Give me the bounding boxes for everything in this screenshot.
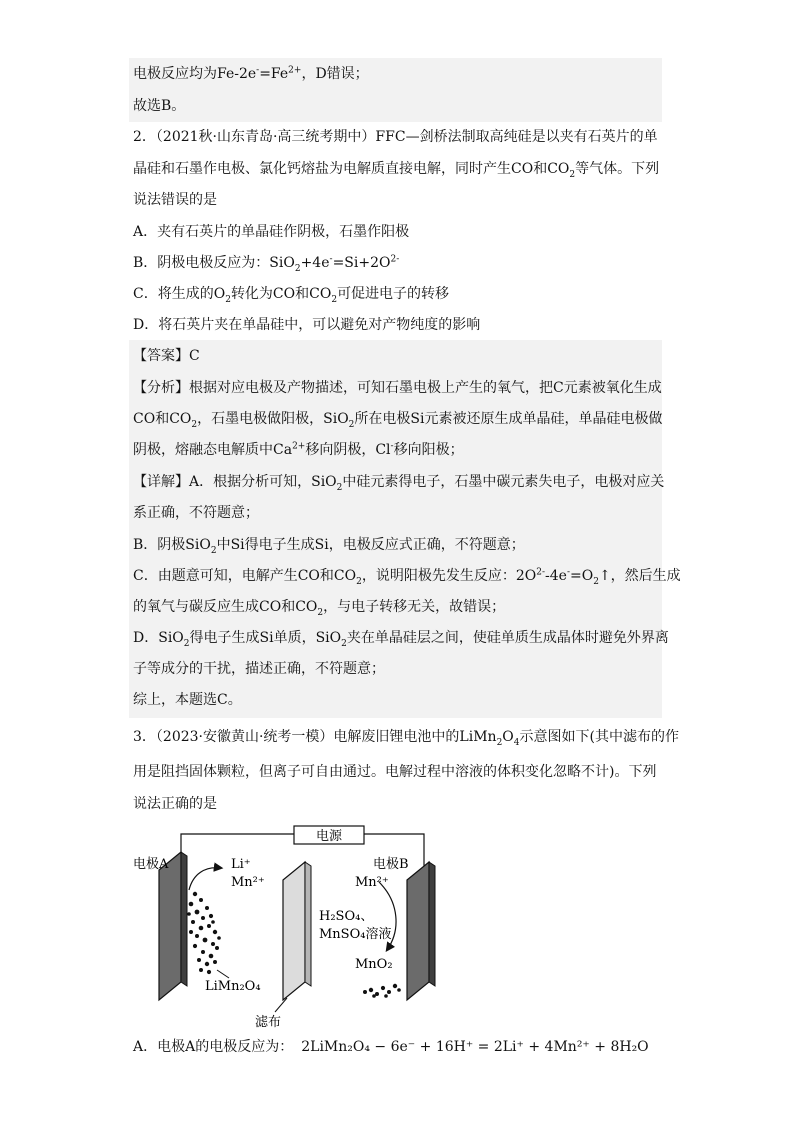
- q2-analysis-1: 【分析】根据对应电极及产物描述，可知石墨电极上产生的氧气，把C元素被氧化生成: [133, 380, 662, 396]
- electrode-b-label: 电极B: [373, 857, 409, 872]
- q2-detail-2: 系正确，不符题意；: [133, 505, 259, 521]
- q2-analysis-2: CO和$CO_2$，石墨电极做阳极，SiO$_2$所在电极Si元素被还原生成单晶硅，单晶硅电极做: [133, 411, 663, 430]
- q2-option-b: B．阴极电极反应为：$SiO_2+4e^-=Si+2O^{2-}$: [133, 254, 400, 274]
- q2-option-c: C．将生成的$O_2$转化为CO和$CO_2$可促进电子的转移: [133, 286, 450, 305]
- mno2-label: MnO₂: [355, 957, 393, 972]
- mn-ion-right-label: Mn²⁺: [355, 875, 389, 890]
- solution-label-2: MnSO₄溶液: [319, 927, 392, 942]
- q2-detail-4: C．由题意可知，电解产生CO和$CO_2$，说明阳极先发生反应：$2O^{2-}-4e^-=O_2↑$，然后生成: [133, 567, 681, 587]
- q2-summary: 综上，本题选C。: [133, 692, 242, 708]
- filter-leader: [275, 998, 287, 1012]
- q2-analysis-3: 阴极，熔融态电解质中$Ca^{2+}$移向阴极，Cl-移向阳极；: [133, 441, 464, 458]
- li-ion-label: Li⁺: [231, 857, 251, 872]
- q2-detail-1: 【详解】A．根据分析可知，SiO$_2$中硅元素得电子，石墨中碳元素失电子，电极对应关: [133, 474, 665, 493]
- limn2o4-label: LiMn₂O₄: [205, 979, 261, 994]
- electrode-b-side: [429, 862, 435, 986]
- q1-conclusion: 故选B。: [133, 98, 186, 114]
- filter-cloth-face: [283, 862, 305, 1000]
- power-label: 电源: [315, 829, 343, 844]
- electrolysis-diagram: [129, 822, 459, 1042]
- q2-stem-line1: 2．（2021秋·山东青岛·高三统考期中）FFC—剑桥法制取高纯硅是以夹有石英片的单: [133, 129, 658, 145]
- electrode-a-side: [181, 852, 187, 986]
- ion-release-arrow: [189, 868, 221, 890]
- q3-option-a-equation: 2LiMn₂O₄ − 6e⁻ + 16H⁺ = 2Li⁺ + 4Mn²⁺ + 8H₂O: [301, 1039, 649, 1055]
- electrode-a-label: 电极A: [133, 857, 169, 872]
- electrode-b-face: [407, 862, 429, 1000]
- mn-ion-left-label: Mn²⁺: [231, 875, 265, 890]
- q2-option-a: A．夹有石英片的单晶硅作阴极，石墨作阳极: [133, 224, 410, 240]
- electrode-a-face: [159, 852, 181, 1000]
- q3-stem-line3: 说法正确的是: [133, 796, 217, 812]
- limn2o4-particles: [187, 892, 221, 974]
- q2-stem-line3: 说法错误的是: [133, 192, 217, 208]
- q1-tail-line: 电极反应均为$Fe-2e^-=Fe^{2+}$，D错误；: [133, 65, 369, 82]
- q2-stem-line2: 晶硅和石墨作电极、氯化钙熔盐为电解质直接电解，同时产生CO和$CO_2$等气体。下列: [133, 161, 660, 180]
- q2-detail-3: B．阴极SiO$_2$中Si得电子生成Si，电极反应式正确，不符题意；: [133, 537, 525, 556]
- q3-stem-line1: 3．（2023·安徽黄山·统考一模）电解废旧锂电池中的$LiMn_2O_4$示意图如下(其中滤布的作: [133, 729, 679, 748]
- q3-stem-line2: 用是阻挡固体颗粒，但离子可自由通过。电解过程中溶液的体积变化忽略不计)。下列: [133, 764, 657, 780]
- q2-option-d: D．将石英片夹在单晶硅中，可以避免对产物纯度的影响: [133, 317, 481, 333]
- q2-detail-7: 子等成分的干扰，描述正确，不符题意；: [133, 661, 385, 677]
- mno2-particles: [363, 984, 401, 998]
- limn2o4-leader: [217, 970, 229, 978]
- q2-answer: 【答案】C: [133, 348, 200, 364]
- solution-label-1: H₂SO₄、: [319, 909, 374, 924]
- q2-detail-6: D．SiO$_2$得电子生成Si单质，SiO$_2$夹在单晶硅层之间，使硅单质生成晶体时避免外界离: [133, 630, 669, 649]
- q3-option-a: A．电极A的电极反应为： 2LiMn₂O₄ − 6e⁻ + 16H⁺ = 2Li⁺ + 4Mn²⁺ + 8H₂O: [133, 1039, 649, 1055]
- q2-detail-5: 的氧气与碳反应生成CO和$CO_2$，与电子转移无关，故错误；: [133, 599, 506, 618]
- filter-cloth-side: [305, 862, 311, 986]
- filter-cloth-label: 滤布: [255, 1015, 282, 1030]
